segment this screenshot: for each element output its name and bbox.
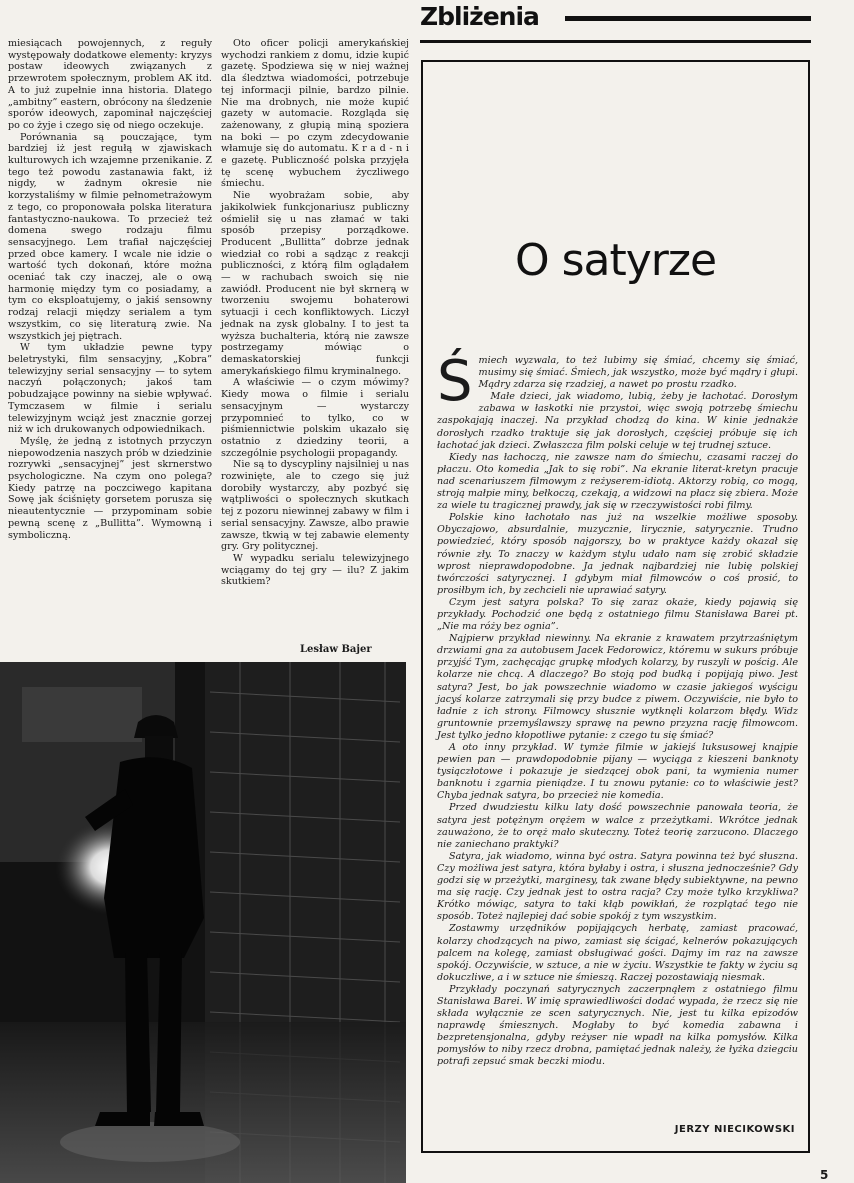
paragraph: Przed dwudziestu kilku laty dość powszechnie panowała teoria, że satyra jest potężnym orężem w walce z przeżytkami. Wkrótce jednak zauważono, że to oręż mało skuteczny. Toteż teorię zarzucono. Dlaczego nie zaniechano praktyki? bbox=[437, 802, 798, 850]
night-street-photo-image bbox=[0, 662, 406, 1183]
page-number: 5 bbox=[820, 1168, 829, 1182]
paragraph: miesiącach powojennych, z reguły występowały dodatkowe elementy: kryzys postaw ideowych związanych z przewrotem społecznym, problem AK itd. A to już zupełnie inna historia. Dlatego „ambitny” eastern, obrócony na śledzenie sporów ideowych, zapominał najczęściej po co żyje i czego się od niego oczekuje. bbox=[8, 38, 212, 131]
left-column-text bbox=[8, 38, 212, 541]
film-still-photo bbox=[0, 662, 406, 1183]
right-article-author: JERZY NIECIKOWSKI bbox=[674, 1124, 795, 1135]
paragraph: A właściwie — o czym mówimy? Kiedy mowa o filmie i serialu sensacyjnym — wystarczy przypomnieć to tylko, co w piśmiennictwie polskim ukazało się ostatnio z dziedziny teorii, a szczególnie psychologii propagandy. bbox=[221, 377, 409, 459]
paragraph: Nie są to dyscypliny najsilniej u nas rozwinięte, ale to czego się już dorobiły wystarczy, aby pozbyć się wątpliwości o społecznych skutkach tej z pozoru niewinnej zabawy w film i serial sensacyjny. Zawsze, albo prawie zawsze, tkwią w tej zabawie elementy gry. Gry politycznej. bbox=[221, 459, 409, 553]
paragraph: W tym układzie pewne typy beletrystyki, film sensacyjny, „Kobra” telewizyjny serial sensacyjny — to sytem naczyń połączonych; jakoś tam pobudzające powinny na siebie wpływać. Tymczasem w filmie i serialu telewizyjnym wciąż jest znacznie gorzej niż w ich drukowanych odpowiednikach. bbox=[8, 342, 212, 436]
paragraph: Przykłady poczynań satyrycznych zaczerpnąłem z ostatniego filmu Stanisława Barei. W imię sprawiedliwości dodać wypada, że rzecz się nie składa wyłącznie ze scen satyrycznych. Nie, jest tu kilka epizodów naprawdę śmiesznych. Mogłaby to być komedia zabawna i bezpretensjonalna, gdyby reżyser nie wpadł na kilka pomysłów. Kilka pomysłów to niby rzecz drobna, pamiętać jednak należy, że łyżka dziegciu potrafi zepsuć smak beczki miodu. bbox=[437, 983, 798, 1068]
paragraph bbox=[437, 349, 798, 414]
masthead-rule-lower bbox=[420, 40, 811, 43]
paragraph: Kiedy nas łachoczą, nie zawsze nam do śmiechu, czasami raczej do płaczu. Oto komedia „Jak to się robi”. Na ekranie literat-kretyn pracuje nad scenariuszem filmowym z reżyserem-idiotą. Aktorzy robią, co mogą, stroją małpie miny, bełkoczą, czekają, a widzowi na płacz się zbiera. Może za wiele tu tragicznej prawdy, jak się w rzeczywistości robi filmy. bbox=[437, 451, 798, 512]
paragraph: W wypadku serialu telewizyjnego wciągamy do tej gry — ilu? Z jakim skutkiem? bbox=[221, 552, 409, 588]
paragraph: Porównania są pouczające, tym bardziej iż jest regułą w zjawiskach kulturowych ich wzajemne przenikanie. Z tego też powodu zastanawia fakt, iż nigdy, w żadnym okresie nie korzystaliśmy w filmie pełnometrażowym z tego, co proponowała polska literatura fantastyczno-naukowa. To przecież też domena swego rodzaju filmu sensacyjnego. Lem trafiał najczęściej przed obce kamery. I wcale nie idzie o wartość tych dokonań, które można oceniać tak czy inaczej, ale o ową harmonię między tym co posiadamy, a tym co eksploatujemy, o jakiś sensowny rodzaj relacji między serialem a tym wszystkim, co się literaturą zwie. Na wszystkich jej piętrach. bbox=[8, 131, 212, 342]
paragraph: Zostawmy urzędników popijających herbatę, zamiast pracować, kolarzy chodzących na piwo, zamiast się ścigać, kelnerów pokazujących palcem na kolegę, zamiast obsługiwać gości. Dajmy im raz na zawsze spokój. Oczywiście, w sztuce, a nie w życiu. Wszystkie te fakty w życiu są dokuczliwe, a i w sztuce nie śmieszą. Raczej pozostawiają niesmak. bbox=[437, 923, 798, 983]
first-paragraph-text: miech wyzwala, to też lubimy się śmiać, chcemy się śmiać, musimy się śmiać. Śmiech, jak wszystko, może być mądry i głupi. Mądry zdarza się rzadziej, a nawet po prostu rzadko. bbox=[478, 355, 798, 391]
article-body bbox=[437, 349, 798, 1069]
paragraph: Małe dzieci, jak wiadomo, lubią, żeby je łachotać. Dorosłym zabawa w łaskotki nie przystoi, więc swoją potrzebę śmiechu zaspokajają inaczej. Na przykład chodzą do kina. W kinie jednakże dorosłych rzadko traktuje się jak dorosłych, częściej próbuje się ich łachotać jak dzieci. Zwłaszcza film polski celuje w tej trudnej sztuce. bbox=[437, 391, 798, 451]
article-title: O satyrze bbox=[514, 235, 717, 286]
drop-cap: Ś bbox=[437, 349, 473, 414]
paragraph: Myślę, że jedną z istotnych przyczyn niepowodzenia naszych prób w dziedzinie rozrywki „sensacyjnej” jest skrnerstwo psychologiczne. Na czym ono polega? Kiedy patrzę na poczciwego kapitana Sowę jak ściśnięty gorsetem porusza się nieautentycznie — przypominam sobie pewną scenę z „Bullitta”. Wymowną i symboliczną. bbox=[8, 435, 212, 541]
paragraph: Satyra, jak wiadomo, winna być ostra. Satyra powinna też być słuszna. Czy możliwa jest satyra, która byłaby i ostra, i słuszna jednocześnie? Gdy godzi się w przeżytki, marginesy, tak zwane błędy subiektywne, na pewno ma się rację. Czy jednak jest to ostra racja? Czy może tylko krzykliwa? Krótko mówiąc, satyra to taki kłąb powikłań, że rozplątać tego nie sposób. Toteż najlepiej dać sobie spokój z tym wszystkim. bbox=[437, 850, 798, 923]
left-article-author: Lesław Bajer bbox=[300, 644, 372, 655]
middle-column-text bbox=[221, 38, 409, 588]
paragraph: Oto oficer policji amerykańskiej wychodzi rankiem z domu, idzie kupić gazetę. Spodziewa się w niej ważnej dla śledztwa wiadomości, potrzebuje tej informacji pilnie, bardzo pilnie. Nie ma drobnych, nie może kupić gazety w automacie. Rozgląda się zażenowany, z głupią miną spoziera na boki — po czym zdecydowanie włamuje się do automatu. K r a d - n i e gazetę. Publiczność polska przyjęła tę scenę wybuchem życzliwego śmiechu. bbox=[221, 38, 409, 190]
paragraph: Czym jest satyra polska? To się zaraz okaże, kiedy pojawią się przykłady. Pochodzić one będą z ostatniego filmu Stanisława Barei pt. „Nie ma róży bez ognia”. bbox=[437, 596, 798, 633]
paragraph: Najpierw przykład niewinny. Na ekranie z krawatem przytrzaśniętym drzwiami gna za autobusem Jacek Fedorowicz, któremu w sukurs próbuje przyjść Tym, zachęcając grupkę młodych kolarzy, by ruszyli w pościg. Ale kolarze nie chcą. A dlaczego? Bo stoją pod budką i popijają piwo. Jest satyra? Jest, bo jak powszechnie wiadomo w czasie jakiegoś wyścigu jacyś kolarze zatrzymali się przy budce z piwem. Oczywiście, nie było to ładnie z ich strony. Filmowcy słusznie wytknęli kolarzom błędy. Widz gruntownie przemyślawszy sprawę na pewno przyzna rację filmowcom. Jest tylko jedno kłopotliwe pytanie: z czego tu się śmiać? bbox=[437, 633, 798, 741]
masthead-rule bbox=[565, 16, 811, 21]
paragraph: Polskie kino łachotało nas już na wszelkie możliwe sposoby. Obyczajowo, absurdalnie, muzycznie, lirycznie, satyrycznie. Trudno powiedzieć, który sposób najgorszy, bo w praktyce każdy okazał się równie zły. To znaczy w każdym stylu udało nam się zrobić składzie wprost nieprawdopodobne. Ja jednak najbardziej nie lubię polskiej twórczości satyrycznej. I gdybym miał filmowców o coś prosić, to prosiłbym ich, by zechcieli nie uprawiać satyry. bbox=[437, 512, 798, 596]
section-masthead: Zbliżenia bbox=[420, 2, 539, 31]
paragraph: Nie wyobrażam sobie, aby jakikolwiek funkcjonariusz publiczny ośmielił się u nas złamać w taki sposób przepisy porządkowe. Producent „Bullitta” dobrze jednak wiedział co robi a sądząc z reakcji publiczności, z którą film oglądałem — w rachubach swoich się nie zawiódł. Producent nie był skrnerą w tworzeniu swojemu bohaterowi sytuacji i cech konfliktowych. Liczył jednak na zysk globalny. I to jest ta wyższa buchalteria, którą nie zawsze postrzegamy mówiąc o demaskatorskiej funkcji amerykańskiego filmu kryminalnego. bbox=[221, 190, 409, 377]
paragraph: A oto inny przykład. W tymże filmie w jakiejś luksusowej knajpie pewien pan — prawdopodobnie pijany — wyciąga z kieszeni banknoty tysiączłotowe i pokazuje je siedzącej obok pani, ta wymienia numer banknotu i zgarnia pieniądze. I tu znowu pytanie: co to właściwie jest? Chyba jednak satyra, bo przecież nie komedia. bbox=[437, 742, 798, 802]
